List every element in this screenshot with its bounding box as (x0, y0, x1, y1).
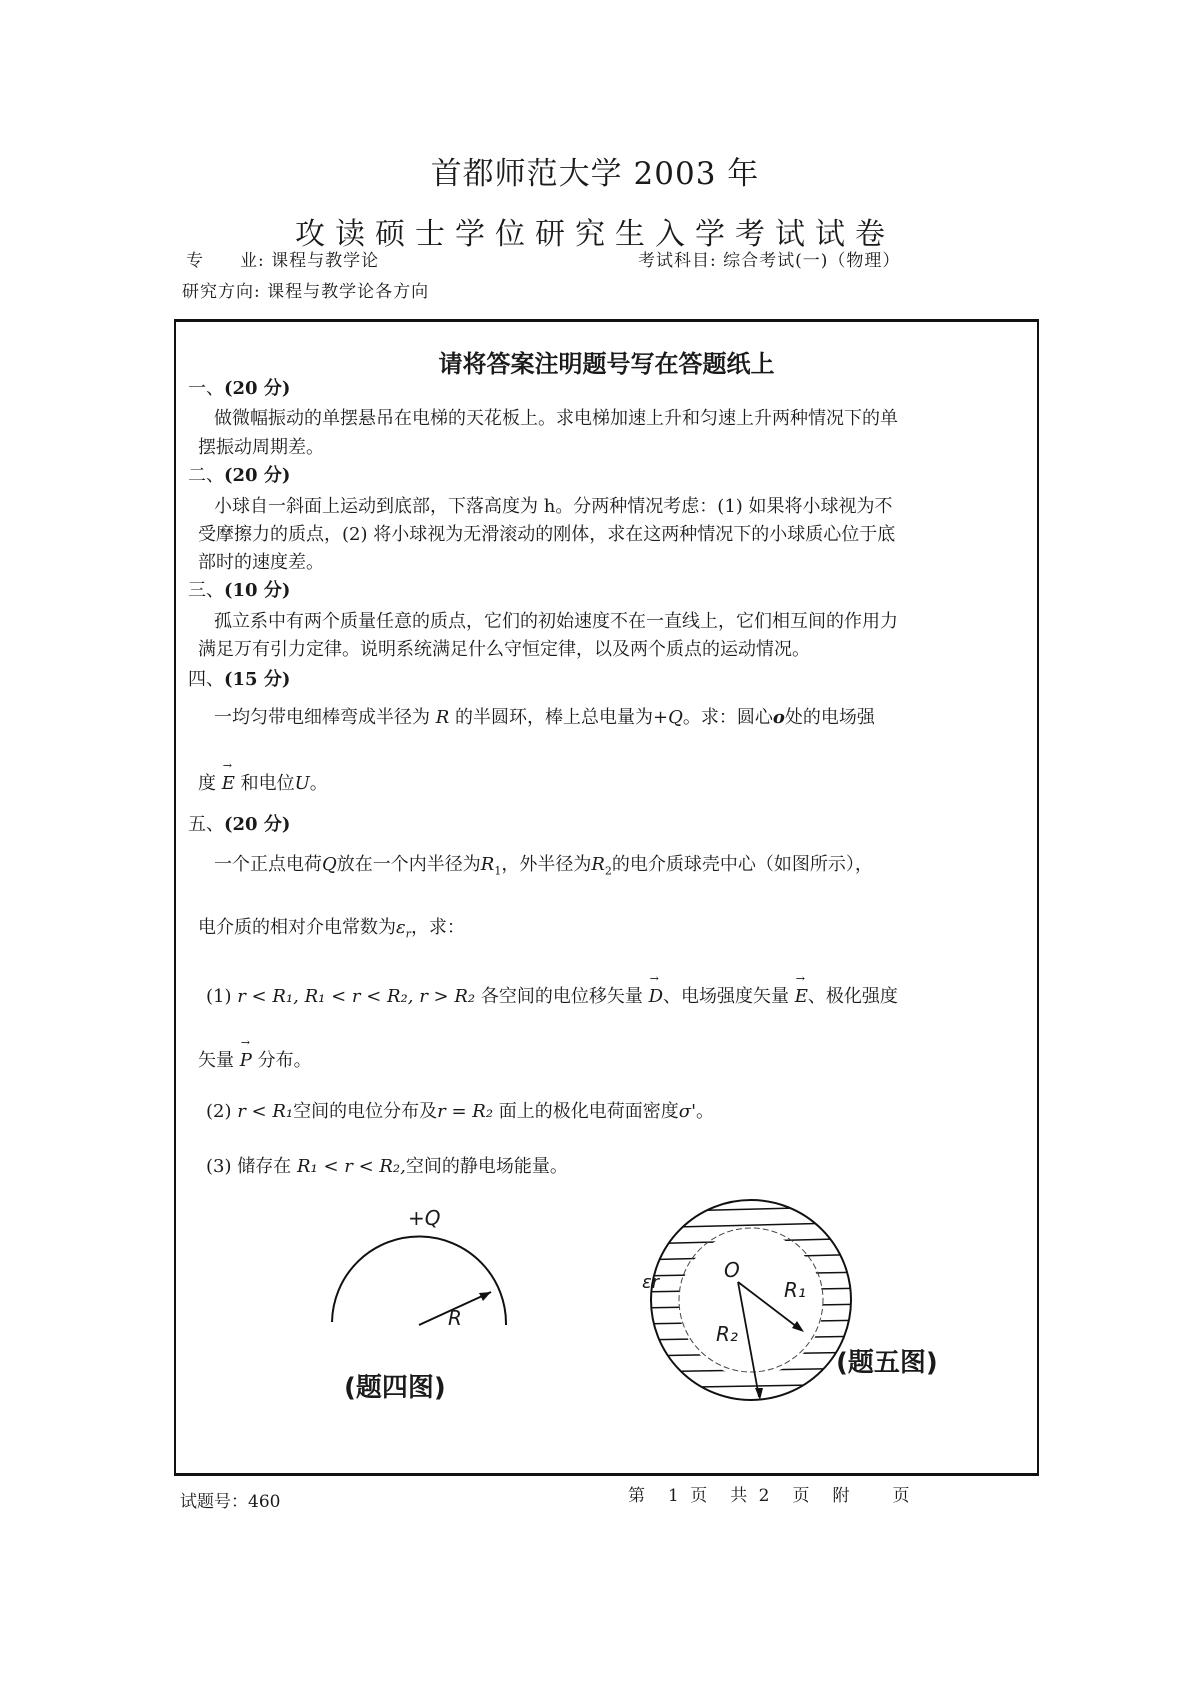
r1-symbol: R (480, 854, 495, 875)
text: 。 (696, 1101, 715, 1122)
text: ，求： (410, 917, 465, 938)
p-vector-symbol: → P (240, 1050, 252, 1071)
fig5-caption: (题五图) (836, 1348, 938, 1378)
center-symbol: o (772, 707, 785, 728)
math-expression: r = R₂ (437, 1101, 494, 1122)
answer-notice: 请将答案注明题号写在答题纸上 (438, 350, 775, 378)
exam-title: 攻读硕士学位研究生入学考试试卷 (295, 217, 895, 252)
question-1-line: 做微幅振动的单摆悬吊在电梯的天花板上。求电梯加速上升和匀速上升两种情况下的单 (214, 408, 898, 429)
outer-sphere (651, 1200, 851, 1400)
question-5-header (188, 810, 290, 836)
direction-field (182, 277, 429, 302)
question-1-line: 摆振动周期差。 (198, 437, 324, 458)
subscript: r (405, 927, 411, 941)
question-5-part-2 (206, 1097, 714, 1123)
question-2-line: 部时的速度差。 (198, 552, 324, 573)
math-expression: r < R₁ (237, 1101, 294, 1122)
question-number: 四、 (188, 669, 224, 690)
text: 处的电场强 (784, 707, 875, 728)
direction-label: 研究方向: (182, 282, 261, 302)
question-3-line: 满足万有引力定律。说明系统满足什么守恒定律，以及两个质点的运动情况。 (198, 639, 810, 660)
fig5-r1-label: R₁ (784, 1278, 806, 1302)
subscript: 2 (604, 864, 612, 878)
fig4-radius-label: R (448, 1306, 462, 1330)
text: 、电场强度矢量 (663, 986, 790, 1007)
question-2-line: 小球自一斜面上运动到底部，下落高度为 h。分两种情况考虑：(1) 如果将小球视为不 (214, 496, 893, 517)
text: 各空间的电位移矢量 (480, 986, 643, 1007)
question-2-line: 受摩擦力的质点，(2) 将小球视为无滑滚动的刚体，求在这两种情况下的小球质心位于底 (198, 524, 896, 545)
text: 空间的电位分布及 (293, 1101, 438, 1122)
text: 面上的极化电荷面密度 (498, 1101, 679, 1122)
question-points: (20 分) (224, 814, 291, 835)
text: ，外半径为 (501, 854, 592, 875)
question-points: (20 分) (224, 378, 291, 399)
question-5-part-3 (206, 1152, 568, 1178)
question-4-line-1 (214, 703, 875, 729)
text: 放在一个内半径为 (336, 854, 481, 875)
text: 空间的静电场能量。 (405, 1156, 568, 1177)
question-1-header (188, 374, 290, 400)
major-value: 课程与教学论 (271, 251, 380, 271)
text: 矢量 (198, 1050, 234, 1071)
question-5-intro (214, 850, 873, 878)
fig5-center-label: O (724, 1258, 740, 1282)
radius-symbol: R (435, 707, 450, 728)
charge-symbol: Q (322, 854, 337, 875)
major-label: 专 业: (186, 251, 265, 271)
text: 的半圆环，棒上总电量为 (455, 707, 654, 728)
major-field (186, 246, 379, 271)
math-expression: R₁ < r < R₂, (296, 1156, 406, 1177)
arrowhead-icon (755, 1388, 763, 1400)
fig5-r2-label: R₂ (716, 1322, 738, 1346)
text: 一均匀带电细棒弯成半径为 (214, 707, 430, 728)
subject-label: 考试科目: (638, 251, 717, 271)
text: 。求：圆心 (682, 707, 773, 728)
question-number: 五、 (188, 814, 224, 835)
page-info: 第 1 页 共 2 页 附 页 (628, 1486, 913, 1506)
question-3-line: 孤立系中有两个质量任意的质点，它们的初始速度不在一直线上，它们相互间的作用力 (214, 611, 898, 632)
direction-value: 课程与教学论各方向 (267, 282, 430, 302)
text: 。 (309, 773, 328, 794)
r2-symbol: R (591, 854, 605, 875)
e-vector-symbol: → E (222, 773, 235, 794)
text: 的电介质球壳中心（如图所示）， (611, 854, 873, 875)
question-points: (20 分) (224, 465, 291, 486)
text: 一个正点电荷 (214, 854, 322, 875)
question-4-line-2 (198, 769, 328, 795)
d-vector-symbol: → D (649, 986, 663, 1007)
potential-symbol: U (294, 773, 310, 794)
question-number: 一、 (188, 378, 224, 399)
semicircle-arc (332, 1236, 506, 1325)
subscript: 1 (494, 864, 502, 878)
part-number: (2) (206, 1101, 232, 1122)
text: 和电位 (240, 773, 295, 794)
subject-field (638, 246, 900, 271)
question-3-header (188, 576, 290, 602)
text: 度 (198, 773, 216, 794)
question-points: (10 分) (224, 580, 291, 601)
text: (3) 储存在 (206, 1156, 292, 1177)
figure-5-shell (636, 1192, 876, 1412)
text: 分布。 (257, 1050, 312, 1071)
question-5-epsilon (198, 913, 465, 941)
fig5-eps-label: εr (642, 1272, 660, 1293)
fig4-caption: (题四图) (344, 1373, 446, 1403)
question-5-part-1-cont (198, 1046, 312, 1072)
epsilon-symbol: ε (396, 917, 406, 938)
university-title: 首都师范大学 2003 年 (430, 156, 760, 192)
question-number: 三、 (188, 580, 224, 601)
question-2-header (188, 461, 290, 487)
exam-code: 试题号：460 (180, 1492, 281, 1512)
text: 、极化强度 (807, 986, 898, 1007)
arrowhead-icon (479, 1292, 491, 1301)
part-number: (1) (206, 986, 232, 1007)
fig4-charge-label: +Q (408, 1206, 441, 1230)
text: 电介质的相对介电常数为 (198, 917, 396, 938)
arrowhead-icon (792, 1321, 804, 1332)
question-number: 二、 (188, 465, 224, 486)
question-5-part-1 (206, 982, 898, 1008)
question-box (174, 319, 1039, 1476)
question-4-header (188, 665, 290, 691)
question-points: (15 分) (224, 669, 291, 690)
e-vector-symbol: → E (795, 986, 808, 1007)
charge-symbol: +Q (653, 707, 683, 728)
r2-arrow (738, 1282, 759, 1397)
subject-value: 综合考试(一)（物理） (723, 251, 901, 271)
sigma-symbol: σ' (678, 1101, 697, 1122)
math-expression: r < R₁, R₁ < r < R₂, r > R₂ (237, 986, 476, 1007)
